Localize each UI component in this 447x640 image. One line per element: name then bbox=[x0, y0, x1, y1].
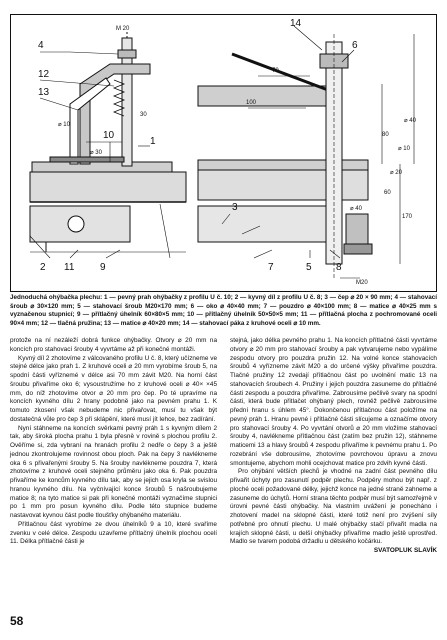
part-8-nut bbox=[346, 214, 368, 244]
dim-80: 80 bbox=[382, 132, 389, 138]
dim-d10: ⌀ 10 bbox=[398, 146, 410, 152]
paragraph: Pro ohýbání větších plechů je vhodné na zadní část pevného dílu přivařit úchyty pro zasunutí podpěr plechu. Podpěry mohou být např. z ploché oceli požadované délky, jejichž konce na jedné straně zahneme a zasuneme do úchytů. Horní strana těchto podpěr musí být samozřejmě v úrovni pevné části ohýbačky. Na vlastním uvážení je ponecháno i zhotovení madel na sklopné části, které totiž není pro zvýšení síly potřebné pro ohnutí plechu. U malé ohýbačky stačí přivařit madla na krajích sklopné části, u delší ohýbačky přivaříme madlo ještě uprostřed. Madlo se tvarem podobá držadlu u dětského kočárku. bbox=[230, 468, 437, 546]
dim-100: 100 bbox=[246, 100, 257, 106]
part-7-bushing bbox=[344, 244, 372, 254]
page-number: 58 bbox=[10, 614, 24, 628]
label-13: 13 bbox=[38, 87, 50, 98]
dim-70: 70 bbox=[272, 68, 279, 74]
dim-60: 60 bbox=[384, 190, 391, 196]
dim-d40: ⌀ 40 bbox=[350, 206, 362, 212]
dim-m20-bottom: M20 bbox=[356, 280, 368, 286]
dim-30: 30 bbox=[140, 112, 147, 118]
part-13-nut bbox=[118, 50, 136, 58]
author-signature: SVATOPLUK SLAVÍK bbox=[373, 547, 437, 554]
label-2: 2 bbox=[40, 262, 46, 273]
dim-d20: ⌀ 20 bbox=[390, 170, 402, 176]
dim-170: 170 bbox=[402, 214, 413, 220]
part-5-bolt bbox=[326, 42, 342, 264]
label-11: 11 bbox=[64, 262, 75, 273]
left-column bbox=[10, 337, 217, 547]
paragraph: stejná, jako délka pevného prahu 1. Na koncích přítlačné části vyvrtáme otvory ⌀ 20 mm pro stahovací šrouby a pak vytvarujeme nebo vypálíme zespodu otvory pro pouzdra pružin 12. Na volné konce stahovacích šroubů 4 vyřízneme závit M20 a do určené výšky přivaříme pouzdra. Tlačné pružiny 12 zvedají přítlačnou část po uvolnění matic 13 na stahovacích šroubech 4. Pružiny i jejich pouzdra zasuneme do přítlačné části zespodu a pouzdra přivaříme. Zabrousíme pečlivě svary na spodní části, která bude přitlačet ohýbaný plech, rovněž pečlivě zabrousíme přední hranu s úhlem 45°. Dokončenou přítlačnou část položíme na pevný práh 1. Hranu pevné i přítlačné části slícujeme a označíme otvory pro stahovací šrouby 4. Po vyvrtání otvorů ⌀ 20 mm vložíme stahovací šrouby 4, navlékneme přítlačnou část (zatím bez pružin 12), stáhneme maticemi 13 a hlavy šroubů 4 zespodu přivaříme k pevnému prahu 1. Po rozebrání vše dobrousíme, zhotovíme povrchovou úpravu a znovu smontujeme, abychom mohli ocejchovat matice pro zdvih kyvné části. bbox=[230, 337, 437, 467]
label-9: 9 bbox=[100, 262, 106, 273]
paragraph: Kyvný díl 2 zhotovíme z válcovaného profilu U č. 8, který učízneme ve stejné délce jako prah 1. Z kruhové oceli ⌀ 20 mm vyrobíme šroub 5, na spodní části vyříznemé v délce asi 70 mm závit M20. Na horní část šroubu přivaříme oko 6; vysoustružíme ho z kruhové oceli ⌀ 40× ×45 mm, do níž zhotovíme otvor ⌀ 20 mm pro čep. Po té upravíme na koncích kyvného dílu 2 hrany podobně jako na pevném prahu 1. K tomuto zkosení však nebudeme nic přivařovat, musí tu však být dostatečná vůle pro čep 3 při sklápění, které musí jít lehce, bez zadírání. bbox=[10, 354, 217, 423]
label-4: 4 bbox=[38, 40, 44, 51]
cross-section-view bbox=[30, 32, 186, 258]
part-1-base-profile bbox=[30, 172, 186, 202]
side-swing-profile bbox=[198, 206, 328, 242]
paragraph: Nyní stáhneme na koncích svěrkami pevný práh 1 s kyvným dílem 2 tak, aby široká plocha prahu 1 byla přesně v rovině s plochou profilu 2. Ověříme si, zda vybraní na hranách profilu 2 nedře o čepy 3 a ještě jednou zkontrolujeme rovinnost obou ploch. Pak na čepy 3 navlékneme oka 6 s přivařenými šrouby 5. Na šrouby navlékneme pouzdra 7, která zhotovíme z kruhové oceli stejného průměru jako oka 6. Pak pouzdra přivaříme ke koncům kyvného dílu tak, aby se jejich osa kryla se svislou hranou kyvného dílu. Na vyčnívající konce šroubů 5 našroubujeme matice 8; na tyto matice si pak při konečné montáži vyznačíme stupnici po 1 mm pro posun kyvného dílu. Podle této stupnice budeme nastavovat kyvnou část podle tloušťky ohýbaného materiálu. bbox=[10, 424, 217, 519]
dim-d30: ⌀ 30 bbox=[90, 150, 102, 156]
paragraph: Přítlačnou část vyrobíme ze dvou úhelníků 9 a 10, které svaříme zvenku v celé délce. Zespodu uzavřeme přítlačný úhelník plochou ocelí 11. Délka přítlačné části je bbox=[10, 520, 217, 546]
label-8: 8 bbox=[336, 262, 342, 273]
label-12: 12 bbox=[38, 69, 50, 80]
paragraph: protože na ní nezáleží dobrá funkce ohýbačky. Otvory ⌀ 20 mm na koncích pro stahovací šrouby 4 vyvrtáme až při konečné montáži. bbox=[10, 337, 217, 353]
part-1-base bbox=[32, 162, 172, 172]
part-3-pin bbox=[68, 216, 84, 232]
label-5: 5 bbox=[306, 262, 312, 273]
label-10: 10 bbox=[103, 130, 115, 141]
label-1: 1 bbox=[150, 136, 156, 147]
dim-d40-right: ⌀ 40 bbox=[404, 118, 416, 124]
technical-drawing bbox=[10, 14, 437, 292]
part-14-lever bbox=[232, 54, 328, 90]
right-column bbox=[230, 337, 437, 556]
dim-m20-top: M 20 bbox=[116, 26, 130, 32]
dim-d10-left: ⌀ 10 bbox=[58, 122, 70, 128]
label-6: 6 bbox=[352, 40, 358, 51]
side-view bbox=[198, 26, 414, 280]
side-clamp bbox=[198, 86, 338, 106]
sheet-bender-drawing bbox=[10, 14, 437, 292]
figure-caption: Jednoduchá ohýbačka plechu: 1 — pevný prah ohýbačky z profilu U č. 10; 2 — kyvný díl z profilu U č. 8; 3 — čep ⌀ 20 × 90 mm; 4 — stahovací šroub ⌀ 30×120 mm; 5 — stahovací šroub M20×170 mm; 6 — oko ⌀ 40×40 mm; 7 — pouzdro ⌀ 40×100 mm; 8 — matice ⌀ 40×25 mm s vyznačenou stupnicí; 9 — přítlačný úhelník 60×80×5 mm; 10 — přítlačný úhelník 50×50×5 mm; 11 — přítlačná plocha z pochromované oceli 90×4 mm; 12 — tlačná pružina; 13 — matice ⌀ 40×20 mm; 14 — stahovací páka z kruhové oceli ⌀ 10 mm. bbox=[10, 294, 437, 327]
part-11-plate bbox=[50, 157, 124, 162]
label-7: 7 bbox=[268, 262, 274, 273]
label-3: 3 bbox=[232, 202, 238, 213]
label-14: 14 bbox=[290, 18, 302, 29]
